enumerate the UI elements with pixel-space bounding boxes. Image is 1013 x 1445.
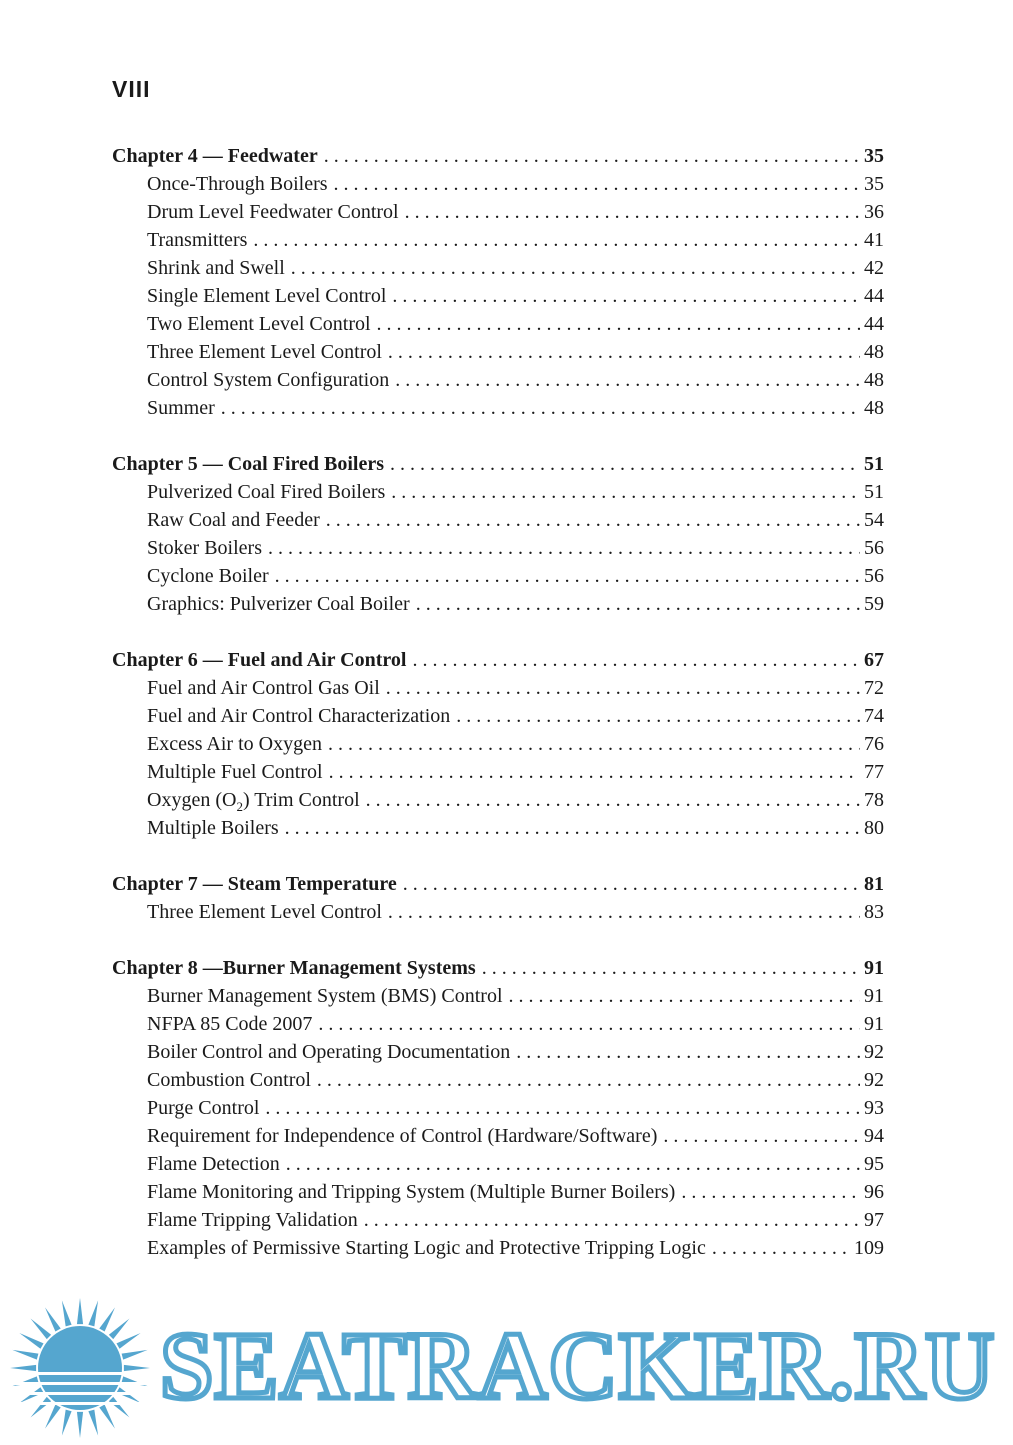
page-ref: 48 — [864, 369, 884, 391]
page-ref: 72 — [864, 677, 884, 699]
dot-leader — [285, 814, 860, 842]
chapter-heading[interactable] — [112, 450, 884, 478]
dot-leader — [268, 534, 860, 562]
toc-entry[interactable] — [112, 562, 884, 590]
sun-ray — [10, 1365, 36, 1371]
entry-title: Pulverized Coal Fired Boilers — [147, 481, 386, 503]
sun-ray — [99, 1404, 115, 1428]
sun-ray — [31, 1319, 52, 1340]
sun-ray — [19, 1387, 43, 1403]
entry-title: Single Element Level Control — [147, 285, 387, 307]
toc-entry[interactable] — [112, 1178, 884, 1206]
dot-leader — [405, 198, 860, 226]
chapter-title: Chapter 6 — Fuel and Air Control — [112, 649, 407, 671]
toc-entry[interactable] — [112, 674, 884, 702]
toc-entry[interactable] — [112, 310, 884, 338]
sun-ray — [109, 1397, 130, 1418]
entry-title: Transmitters — [147, 229, 248, 251]
toc-entry[interactable] — [112, 198, 884, 226]
toc-entry[interactable] — [112, 1066, 884, 1094]
entry-title: Once-Through Boilers — [147, 173, 328, 195]
dot-leader — [416, 590, 860, 618]
dot-leader — [317, 1066, 860, 1094]
page-ref: 78 — [864, 789, 884, 811]
page-ref: 67 — [864, 649, 884, 671]
page-ref: 91 — [864, 957, 884, 979]
chapter-title: Chapter 5 — Coal Fired Boilers — [112, 453, 385, 475]
page-ref: 77 — [864, 761, 884, 783]
page-ref: 56 — [864, 565, 884, 587]
entry-title: Summer — [147, 397, 215, 419]
toc-entry[interactable] — [112, 1010, 884, 1038]
page-ref: 59 — [864, 593, 884, 615]
page-ref: 81 — [864, 873, 884, 895]
sun-ray — [122, 1350, 148, 1360]
entry-title: Flame Tripping Validation — [147, 1209, 358, 1231]
entry-title: Purge Control — [147, 1097, 260, 1119]
dot-leader — [328, 730, 860, 758]
toc-entry[interactable] — [112, 590, 884, 618]
entry-title: Flame Monitoring and Tripping System (Multiple Burner Boilers) — [147, 1181, 676, 1203]
sun-icon — [10, 1298, 150, 1438]
dot-leader — [377, 310, 860, 338]
page-ref: 93 — [864, 1097, 884, 1119]
sun-ray — [116, 1333, 140, 1349]
dot-leader — [291, 254, 860, 282]
chapter-heading[interactable] — [112, 142, 884, 170]
entry-title: Flame Detection — [147, 1153, 280, 1175]
page-ref: 97 — [864, 1209, 884, 1231]
entry-title: NFPA 85 Code 2007 — [147, 1013, 313, 1035]
page-ref: 96 — [864, 1181, 884, 1203]
toc-entry[interactable] — [112, 786, 884, 814]
chapter-heading[interactable] — [112, 954, 884, 982]
toc-entry[interactable] — [112, 338, 884, 366]
entry-title: Stoker Boilers — [147, 537, 262, 559]
toc-entry[interactable] — [112, 534, 884, 562]
sun-ray — [12, 1350, 38, 1360]
sun-ray — [88, 1410, 98, 1436]
page-ref: 83 — [864, 901, 884, 923]
toc-entry[interactable] — [112, 394, 884, 422]
dot-leader — [509, 982, 860, 1010]
toc-entry[interactable] — [112, 1206, 884, 1234]
dot-leader — [386, 674, 860, 702]
entry-title: Boiler Control and Operating Documentation — [147, 1041, 511, 1063]
page-ref: 91 — [864, 985, 884, 1007]
toc-entry[interactable] — [112, 730, 884, 758]
page-number: VIII — [112, 76, 151, 102]
page-ref: 91 — [864, 1013, 884, 1035]
entry-title: Three Element Level Control — [147, 901, 382, 923]
toc-entry[interactable] — [112, 814, 884, 842]
dot-leader — [318, 1010, 860, 1038]
dot-leader — [712, 1234, 850, 1262]
entry-title: Drum Level Feedwater Control — [147, 201, 399, 223]
page-ref: 35 — [864, 145, 884, 167]
page-ref: 51 — [864, 453, 884, 475]
toc-entry[interactable] — [112, 254, 884, 282]
toc-entry[interactable] — [112, 478, 884, 506]
chapter-4 — [112, 142, 884, 422]
toc-entry[interactable] — [112, 1234, 884, 1262]
chapter-7 — [112, 870, 884, 926]
toc-entry[interactable] — [112, 282, 884, 310]
page-ref: 76 — [864, 733, 884, 755]
dot-leader — [334, 170, 860, 198]
toc-entry[interactable] — [112, 226, 884, 254]
watermark-text: SEATRACKER.RU — [160, 1312, 996, 1419]
dot-leader — [403, 870, 860, 898]
chapter-heading[interactable] — [112, 870, 884, 898]
page-ref: 44 — [864, 285, 884, 307]
toc-entry[interactable] — [112, 1038, 884, 1066]
sun-ray — [77, 1412, 83, 1438]
entry-title: Three Element Level Control — [147, 341, 382, 363]
page-ref: 92 — [864, 1069, 884, 1091]
toc-entry[interactable] — [112, 982, 884, 1010]
page-ref: 56 — [864, 537, 884, 559]
entry-title: Cyclone Boiler — [147, 565, 269, 587]
toc-entry[interactable] — [112, 506, 884, 534]
chapter-title: Chapter 7 — Steam Temperature — [112, 873, 397, 895]
chapter-title: Chapter 4 — Feedwater — [112, 145, 318, 167]
dot-leader — [329, 758, 860, 786]
dot-leader — [456, 702, 860, 730]
chapter-5 — [112, 450, 884, 618]
toc-entry[interactable] — [112, 366, 884, 394]
page-ref: 41 — [864, 229, 884, 251]
entry-title: Fuel and Air Control Gas Oil — [147, 677, 380, 699]
dot-leader — [390, 450, 860, 478]
dot-leader — [391, 478, 860, 506]
toc-entry[interactable] — [112, 1150, 884, 1178]
entry-title: Requirement for Independence of Control (Hardware/Software) — [147, 1125, 658, 1147]
sun-ray — [124, 1365, 150, 1371]
dot-leader — [392, 282, 860, 310]
dot-leader — [253, 226, 860, 254]
sun-ray — [62, 1410, 72, 1436]
dot-leader — [326, 506, 860, 534]
page-ref: 36 — [864, 201, 884, 223]
entry-title: Shrink and Swell — [147, 257, 285, 279]
chapter-8 — [112, 954, 884, 1262]
page-ref: 92 — [864, 1041, 884, 1063]
dot-leader — [482, 954, 860, 982]
dot-leader — [324, 142, 860, 170]
entry-title: Burner Management System (BMS) Control — [147, 985, 503, 1007]
sun-ray — [45, 1404, 61, 1428]
toc-entry[interactable] — [112, 1094, 884, 1122]
dot-leader — [221, 394, 860, 422]
sun-ray — [116, 1387, 140, 1403]
sun-ray — [19, 1333, 43, 1349]
toc-entry[interactable] — [112, 758, 884, 786]
chapter-6 — [112, 646, 884, 842]
toc-entry[interactable] — [112, 702, 884, 730]
dot-leader — [681, 1178, 860, 1206]
page-ref: 35 — [864, 173, 884, 195]
page-ref: 42 — [864, 257, 884, 279]
entry-title: Multiple Boilers — [147, 817, 279, 839]
entry-title: Excess Air to Oxygen — [147, 733, 322, 755]
dot-leader — [286, 1150, 860, 1178]
dot-leader — [412, 646, 860, 674]
page-ref: 54 — [864, 509, 884, 531]
dot-leader — [516, 1038, 860, 1066]
entry-title: Multiple Fuel Control — [147, 761, 323, 783]
dot-leader — [275, 562, 860, 590]
dot-leader — [265, 1094, 860, 1122]
sun-ray — [88, 1300, 98, 1326]
dot-leader — [364, 1206, 860, 1234]
page-ref: 94 — [864, 1125, 884, 1147]
entry-title: Combustion Control — [147, 1069, 311, 1091]
entry-title: Raw Coal and Feeder — [147, 509, 320, 531]
sun-ray — [109, 1319, 130, 1340]
dot-leader — [388, 338, 860, 366]
toc-entry[interactable] — [112, 898, 884, 926]
sun-ray — [45, 1307, 61, 1331]
dot-leader — [395, 366, 860, 394]
sun-ray — [62, 1300, 72, 1326]
page-ref: 74 — [864, 705, 884, 727]
entry-title: Control System Configuration — [147, 369, 390, 391]
entry-title: Two Element Level Control — [147, 313, 371, 335]
page-ref: 109 — [854, 1237, 884, 1259]
chapter-title: Chapter 8 —Burner Management Systems — [112, 957, 476, 979]
dot-leader — [388, 898, 860, 926]
entry-title: Graphics: Pulverizer Coal Boiler — [147, 593, 410, 615]
dot-leader — [366, 786, 860, 814]
page-ref: 44 — [864, 313, 884, 335]
page-ref: 51 — [864, 481, 884, 503]
page-ref: 48 — [864, 397, 884, 419]
toc-entry[interactable] — [112, 170, 884, 198]
sun-ray — [31, 1397, 52, 1418]
dot-leader — [663, 1122, 860, 1150]
table-of-contents — [112, 142, 884, 1290]
page-ref: 80 — [864, 817, 884, 839]
entry-title: Oxygen $(O_2)$ Trim Control — [147, 789, 360, 814]
toc-entry[interactable] — [112, 1122, 884, 1150]
entry-title: Examples of Permissive Starting Logic and Protective Tripping Logic — [147, 1237, 706, 1259]
page-ref: 95 — [864, 1153, 884, 1175]
page-ref: 48 — [864, 341, 884, 363]
entry-title: Fuel and Air Control Characterization — [147, 705, 451, 727]
sun-ray — [99, 1307, 115, 1331]
sun-ray — [77, 1298, 83, 1324]
chapter-heading[interactable] — [112, 646, 884, 674]
